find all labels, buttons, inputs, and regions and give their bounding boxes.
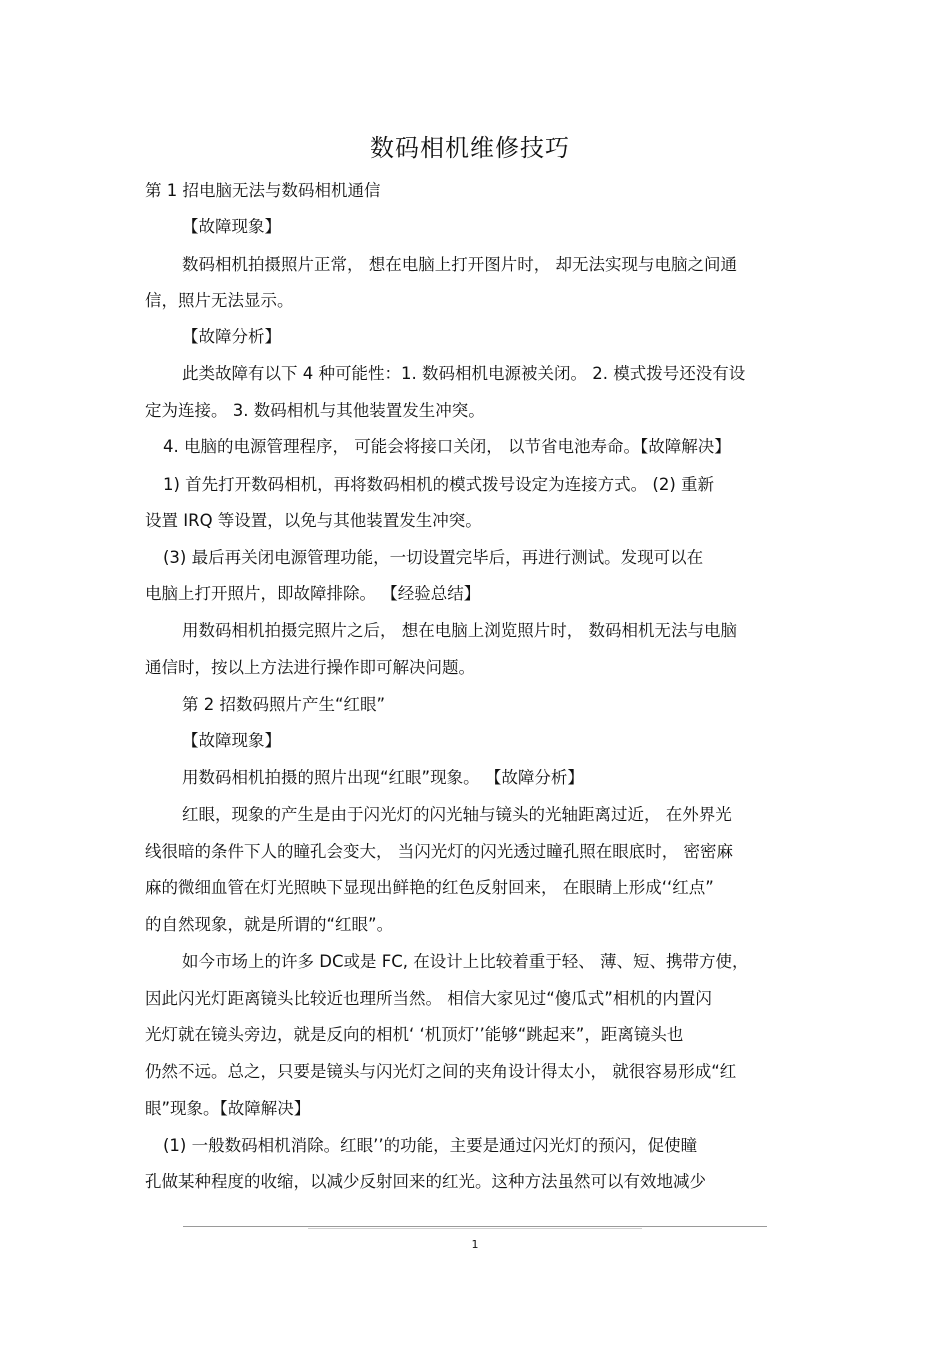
paragraph-line: (1) 一般数码相机消除。红眼’’的功能，主要是通过闪光灯的预闪，促使瞳 <box>163 1136 698 1155</box>
paragraph-line: 用数码相机拍摄完照片之后， 想在电脑上浏览照片时， 数码相机无法与电脑 <box>182 621 737 640</box>
page-number: 1 <box>471 1238 479 1251</box>
subheading-fault-phenomenon-1: 【故障现象】 <box>182 217 281 236</box>
paragraph-line: 的自然现象，就是所谓的“红眼”。 <box>145 915 394 934</box>
paragraph-line: 眼”现象。【故障解决】 <box>145 1099 311 1118</box>
footer-divider <box>183 1226 767 1227</box>
paragraph-line: 设置 IRQ 等设置，以免与其他装置发生冲突。 <box>145 511 482 530</box>
paragraph-line: 如今市场上的许多 DC或是 FC, 在设计上比较着重于轻、 薄、短、携带方使， <box>182 952 749 971</box>
paragraph-line: 红眼，现象的产生是由于闪光灯的闪光轴与镜头的光轴距离过近， 在外界光 <box>182 805 732 824</box>
paragraph-line: 4. 电脑的电源管理程序， 可能会将接口关闭， 以节省电池寿命。【故障解决】 <box>163 437 731 456</box>
paragraph-line: 光灯就在镜头旁边，就是反向的相机‘ ‘机顶灯’’能够“跳起来”，距离镜头也 <box>145 1025 684 1044</box>
paragraph-line: 因此闪光灯距离镜头比较近也理所当然。 相信大家见过“傻瓜式”相机的内置闪 <box>145 989 712 1008</box>
section-heading-2: 第 2 招数码照片产生“红眼” <box>182 695 386 714</box>
subheading-fault-phenomenon-2: 【故障现象】 <box>182 731 281 750</box>
document-title: 数码相机维修技巧 <box>370 134 570 162</box>
section-heading-1: 第 1 招电脑无法与数码相机通信 <box>145 181 381 200</box>
footer-divider-shadow <box>308 1228 642 1229</box>
paragraph-line: 电脑上打开照片，即故障排除。 【经验总结】 <box>145 584 481 603</box>
subheading-fault-analysis-1: 【故障分析】 <box>182 327 281 346</box>
paragraph-line: 线很暗的条件下人的瞳孔会变大， 当闪光灯的闪光透过瞳孔照在眼底时， 密密麻 <box>145 842 733 861</box>
paragraph-line: 用数码相机拍摄的照片出现“红眼”现象。 【故障分析】 <box>182 768 584 787</box>
paragraph-line: (3) 最后再关闭电源管理功能，一切设置完毕后，再进行测试。发现可以在 <box>163 548 704 567</box>
paragraph-line: 数码相机拍摄照片正常， 想在电脑上打开图片时， 却无法实现与电脑之间通 <box>182 255 737 274</box>
paragraph-line: 仍然不远。总之，只要是镜头与闪光灯之间的夹角设计得太小， 就很容易形成“红 <box>145 1062 737 1081</box>
paragraph-line: 麻的微细血管在灯光照映下显现出鲜艳的红色反射回来， 在眼睛上形成‘‘红点” <box>145 878 714 897</box>
paragraph-line: 1) 首先打开数码相机，再将数码相机的模式拨号设定为连接方式。 (2) 重新 <box>163 475 715 494</box>
paragraph-line: 孔做某种程度的收缩，以减少反射回来的红光。这种方法虽然可以有效地减少 <box>145 1172 706 1191</box>
paragraph-line: 通信时，按以上方法进行操作即可解决问题。 <box>145 658 475 677</box>
paragraph-line: 定为连接。 3. 数码相机与其他装置发生冲突。 <box>145 401 485 420</box>
paragraph-line: 此类故障有以下 4 种可能性：1. 数码相机电源被关闭。 2. 模式拨号还没有设 <box>182 364 746 383</box>
paragraph-line: 信，照片无法显示。 <box>145 291 294 310</box>
